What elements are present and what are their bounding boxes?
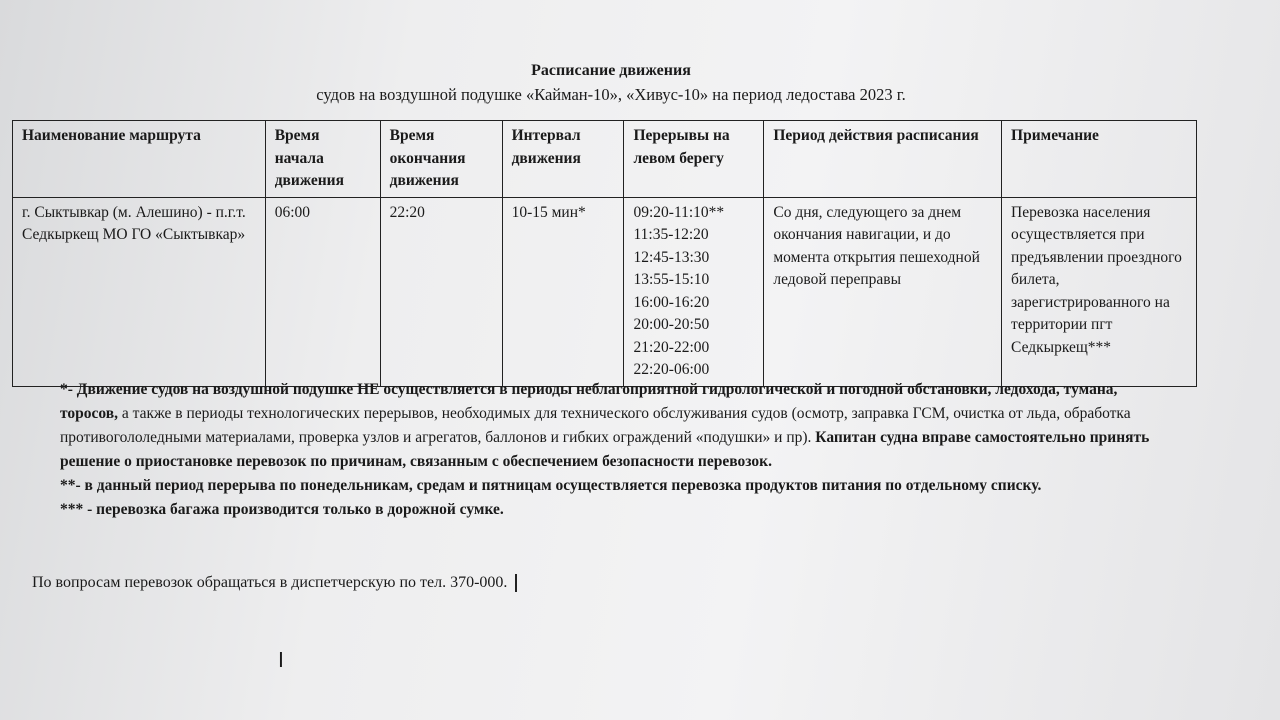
schedule-table xyxy=(12,120,1197,387)
table-header-row xyxy=(13,121,1197,198)
break-item: 20:00-20:50 xyxy=(633,316,710,333)
header-start: Время начала движения xyxy=(265,121,380,198)
cell-route: г. Сыктывкар (м. Алешино) - п.г.т. Седкыркещ МО ГО «Сыктывкар» xyxy=(13,197,266,386)
footnote-2-text: **- в данный период перерыва по понедельникам, средам и пятницам осуществляется перевозка продуктов питания по отдельному списку. xyxy=(60,477,1042,494)
header-breaks: Перерывы на левом берегу xyxy=(624,121,764,198)
cell-breaks xyxy=(624,197,764,386)
break-item: 21:20-22:00 xyxy=(633,338,710,356)
footnote-2 xyxy=(60,474,1170,498)
footnote-3 xyxy=(60,498,1170,522)
ibeam-cursor-icon: I xyxy=(278,648,284,672)
footnote-1-bold-end: Капитан судна вправе самостоятельно принять решение о приостановке перевозок по причинам, связанным с обеспечением безопасности перевозок. xyxy=(60,429,1150,470)
contact-line xyxy=(32,574,517,592)
document-subtitle: судов на воздушной подушке «Кайман-10», «Хивус-10» на период ледостава 2023 г. xyxy=(316,85,906,104)
contact-text: По вопросам перевозок обращаться в диспетчерскую по тел. 370-000. xyxy=(32,574,508,591)
break-item: 09:20-11:10** xyxy=(633,203,725,221)
header-interval: Интервал движения xyxy=(502,121,624,198)
header-end: Время окончания движения xyxy=(380,121,502,198)
footnote-1-bold: *- Движение судов на воздушной подушке НЕ осуществляется в периоды неблагоприятной гидрологической и погодной обстановки, ледохода, тумана, торосов, xyxy=(60,381,1118,422)
table-row xyxy=(13,197,1197,386)
document-title: Расписание движения xyxy=(531,62,691,79)
footnote-1-text: а также в периоды технологических перерывов, необходимых для технического обслуживания судов (осмотр, заправка ГСМ, очистка от льда, обработка противогололедными материалами, проверка узлов и агрегатов, баллонов и гибких ограждений «подушки» и пр). xyxy=(60,405,1131,446)
footnote-1 xyxy=(60,378,1170,474)
header-period: Период действия расписания xyxy=(764,121,1002,198)
break-item: 16:00-16:20 xyxy=(633,293,710,311)
cell-start: 06:00 xyxy=(265,197,380,386)
break-item: 11:35-12:20 xyxy=(633,226,709,243)
break-item: 12:45-13:30 xyxy=(633,248,710,266)
cell-end: 22:20 xyxy=(380,197,502,386)
cell-note: Перевозка населения осуществляется при предъявлении проездного билета, зарегистрированного на территории пгт Седкыркещ*** xyxy=(1002,197,1197,386)
footnotes xyxy=(60,378,1170,522)
header-route: Наименование маршрута xyxy=(13,121,266,198)
text-cursor xyxy=(515,574,517,592)
footnote-3-text: *** - перевозка багажа производится только в дорожной сумке. xyxy=(60,501,504,518)
cell-period: Со дня, следующего за днем окончания навигации, и до момента открытия пешеходной ледовой переправы xyxy=(764,197,1002,386)
break-item: 22:20-06:00 xyxy=(633,361,710,378)
break-item: 13:55-15:10 xyxy=(633,271,710,288)
cell-interval: 10-15 мин* xyxy=(502,197,624,386)
header-note: Примечание xyxy=(1002,121,1197,198)
